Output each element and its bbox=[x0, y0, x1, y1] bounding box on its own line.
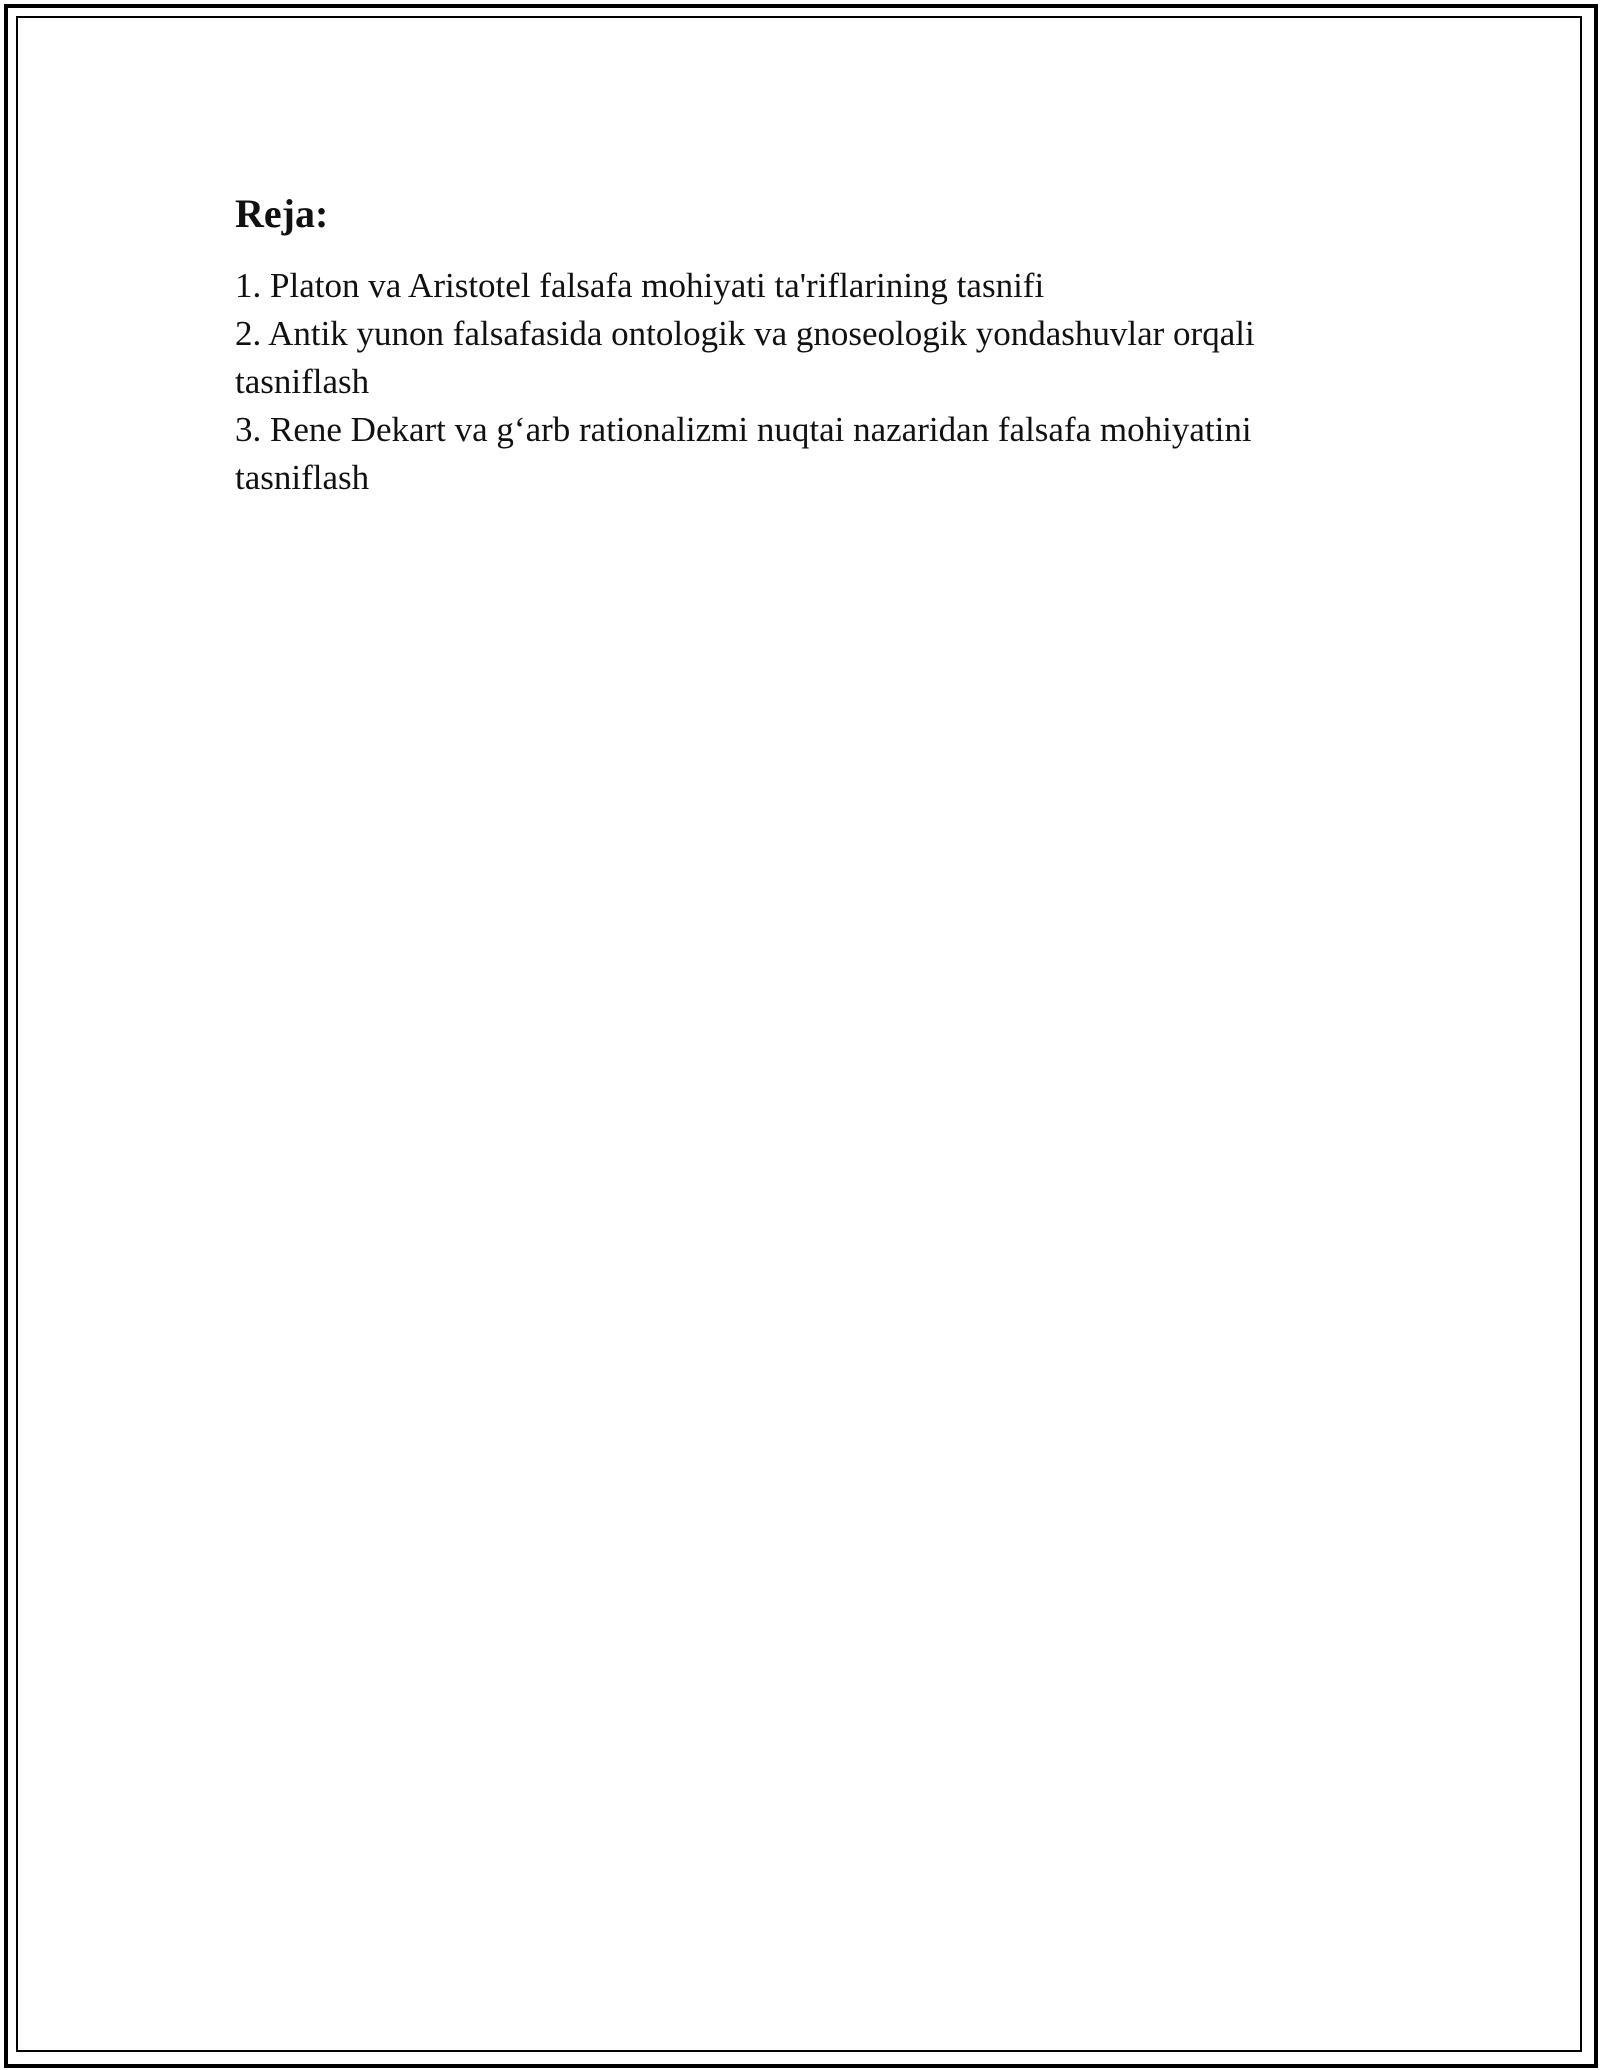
plan-item-3: 3. Rene Dekart va g‘arb rationalizmi nuqtai nazaridan falsafa mohiyatini tasniflash bbox=[235, 410, 1252, 497]
document-body bbox=[235, 186, 1355, 502]
plan-item-1: 1. Platon va Aristotel falsafa mohiyati ta'riflarining tasnifi bbox=[235, 266, 1045, 305]
plan-heading: Reja: bbox=[235, 191, 329, 236]
plan-item-2: 2. Antik yunon falsafasida ontologik va gnoseologik yondashuvlar orqali tasniflash bbox=[235, 314, 1255, 401]
plan-list bbox=[235, 262, 1355, 502]
